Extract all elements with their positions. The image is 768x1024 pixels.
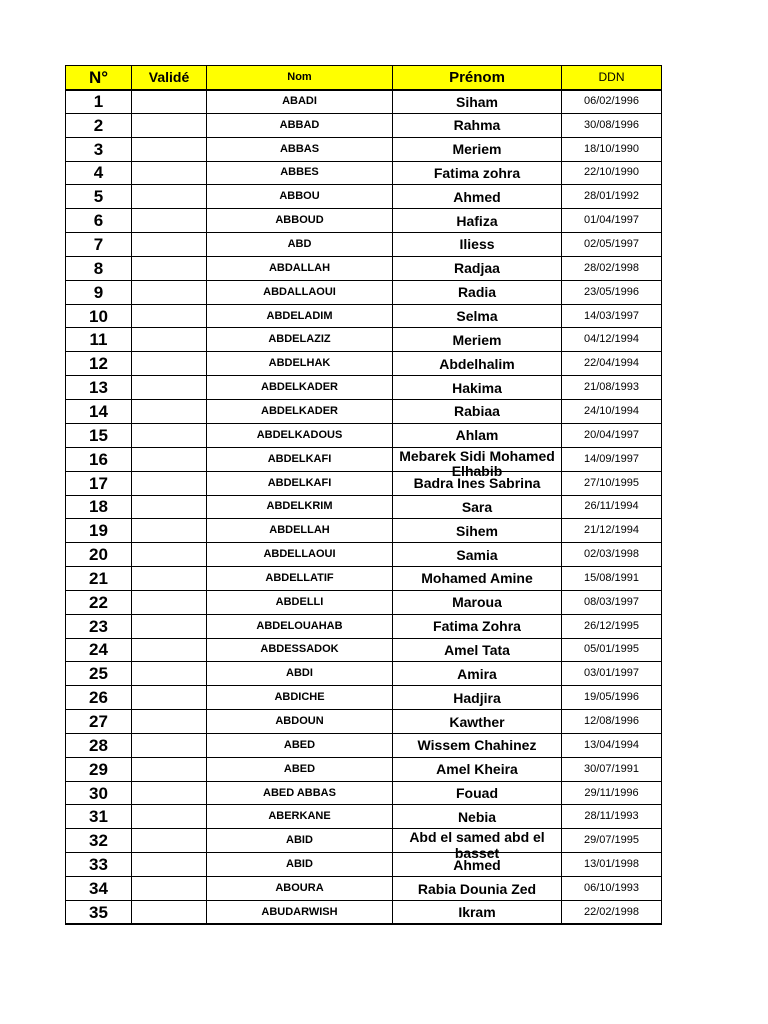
prenom-cell: Maroua bbox=[393, 590, 562, 614]
prenom-cell: Mohamed Amine bbox=[393, 567, 562, 591]
row-number: 17 bbox=[66, 471, 132, 495]
nom-cell: ABADI bbox=[207, 90, 393, 114]
nom-cell: ABERKANE bbox=[207, 805, 393, 829]
nom-cell: ABBOU bbox=[207, 185, 393, 209]
prenom-cell: Radia bbox=[393, 280, 562, 304]
prenom-cell: Ahmed bbox=[393, 853, 562, 877]
row-number: 6 bbox=[66, 209, 132, 233]
nom-cell: ABDELLAOUI bbox=[207, 543, 393, 567]
table-row bbox=[66, 877, 662, 901]
ddn-cell: 27/10/1995 bbox=[562, 471, 662, 495]
nom-cell: ABDOUN bbox=[207, 710, 393, 734]
nom-cell: ABDELADIM bbox=[207, 304, 393, 328]
table-row bbox=[66, 543, 662, 567]
nom-cell: ABBAD bbox=[207, 113, 393, 137]
nom-cell: ABDALLAOUI bbox=[207, 280, 393, 304]
ddn-cell: 08/03/1997 bbox=[562, 590, 662, 614]
row-number: 29 bbox=[66, 757, 132, 781]
ddn-cell: 22/04/1994 bbox=[562, 352, 662, 376]
row-number: 23 bbox=[66, 614, 132, 638]
prenom-cell: Nebia bbox=[393, 805, 562, 829]
row-number: 30 bbox=[66, 781, 132, 805]
valide-cell bbox=[132, 209, 207, 233]
nom-cell: ABDESSADOK bbox=[207, 638, 393, 662]
table-row bbox=[66, 781, 662, 805]
prenom-cell: Siham bbox=[393, 90, 562, 114]
valide-cell bbox=[132, 638, 207, 662]
table-row bbox=[66, 853, 662, 877]
prenom-cell: Abdelhalim bbox=[393, 352, 562, 376]
prenom-cell: Amel Tata bbox=[393, 638, 562, 662]
ddn-cell: 23/05/1996 bbox=[562, 280, 662, 304]
row-number: 33 bbox=[66, 853, 132, 877]
table-row bbox=[66, 185, 662, 209]
valide-cell bbox=[132, 137, 207, 161]
row-number: 19 bbox=[66, 519, 132, 543]
row-number: 22 bbox=[66, 590, 132, 614]
row-number: 4 bbox=[66, 161, 132, 185]
nom-cell: ABDELKADER bbox=[207, 399, 393, 423]
table-row bbox=[66, 447, 662, 471]
ddn-cell: 26/12/1995 bbox=[562, 614, 662, 638]
prenom-text: Abd el samed abd el basset bbox=[409, 829, 545, 861]
ddn-cell: 22/10/1990 bbox=[562, 161, 662, 185]
table-row bbox=[66, 590, 662, 614]
prenom-cell: Fouad bbox=[393, 781, 562, 805]
valide-cell bbox=[132, 328, 207, 352]
prenom-text: Mebarek Sidi Mohamed Elhabib bbox=[399, 447, 555, 480]
prenom-cell: Ikram bbox=[393, 901, 562, 925]
nom-cell: ABUDARWISH bbox=[207, 901, 393, 925]
ddn-cell: 29/07/1995 bbox=[562, 829, 662, 853]
table-row bbox=[66, 519, 662, 543]
row-number: 25 bbox=[66, 662, 132, 686]
ddn-cell: 14/03/1997 bbox=[562, 304, 662, 328]
table-row bbox=[66, 233, 662, 257]
row-number: 3 bbox=[66, 137, 132, 161]
nom-cell: ABDELKRIM bbox=[207, 495, 393, 519]
prenom-cell bbox=[393, 447, 562, 480]
nom-cell: ABDI bbox=[207, 662, 393, 686]
valide-cell bbox=[132, 447, 207, 471]
nom-cell: ABED ABBAS bbox=[207, 781, 393, 805]
row-number: 5 bbox=[66, 185, 132, 209]
valide-cell bbox=[132, 662, 207, 686]
valide-cell bbox=[132, 233, 207, 257]
prenom-cell: Amira bbox=[393, 662, 562, 686]
row-number: 20 bbox=[66, 543, 132, 567]
student-table bbox=[65, 65, 662, 925]
valide-cell bbox=[132, 877, 207, 901]
table-body bbox=[66, 90, 662, 925]
ddn-cell: 28/02/1998 bbox=[562, 256, 662, 280]
table-row bbox=[66, 805, 662, 829]
row-number: 16 bbox=[66, 447, 132, 471]
nom-cell: ABDELKADOUS bbox=[207, 423, 393, 447]
valide-cell bbox=[132, 590, 207, 614]
prenom-cell: Radjaa bbox=[393, 256, 562, 280]
nom-cell: ABID bbox=[207, 829, 393, 853]
prenom-cell: Selma bbox=[393, 304, 562, 328]
nom-cell: ABDICHE bbox=[207, 686, 393, 710]
row-number: 18 bbox=[66, 495, 132, 519]
column-header-ddn: DDN bbox=[562, 66, 662, 90]
valide-cell bbox=[132, 376, 207, 400]
row-number: 31 bbox=[66, 805, 132, 829]
prenom-cell: Sara bbox=[393, 495, 562, 519]
nom-cell: ABOURA bbox=[207, 877, 393, 901]
nom-cell: ABBOUD bbox=[207, 209, 393, 233]
row-number: 11 bbox=[66, 328, 132, 352]
ddn-cell: 02/03/1998 bbox=[562, 543, 662, 567]
valide-cell bbox=[132, 781, 207, 805]
table-row bbox=[66, 352, 662, 376]
ddn-cell: 14/09/1997 bbox=[562, 447, 662, 471]
ddn-cell: 06/10/1993 bbox=[562, 877, 662, 901]
row-number: 21 bbox=[66, 567, 132, 591]
ddn-cell: 13/01/1998 bbox=[562, 853, 662, 877]
ddn-cell: 20/04/1997 bbox=[562, 423, 662, 447]
column-header-nom: Nom bbox=[207, 66, 393, 90]
valide-cell bbox=[132, 614, 207, 638]
nom-cell: ABDELAZIZ bbox=[207, 328, 393, 352]
valide-cell bbox=[132, 304, 207, 328]
valide-cell bbox=[132, 805, 207, 829]
table-row bbox=[66, 328, 662, 352]
nom-cell: ABBES bbox=[207, 161, 393, 185]
row-number: 12 bbox=[66, 352, 132, 376]
prenom-cell: Ahlam bbox=[393, 423, 562, 447]
prenom-cell: Fatima zohra bbox=[393, 161, 562, 185]
nom-cell: ABDELOUAHAB bbox=[207, 614, 393, 638]
prenom-cell: Iliess bbox=[393, 233, 562, 257]
column-header-valide: Validé bbox=[132, 66, 207, 90]
prenom-cell: Samia bbox=[393, 543, 562, 567]
ddn-cell: 01/04/1997 bbox=[562, 209, 662, 233]
table-row bbox=[66, 733, 662, 757]
nom-cell: ABED bbox=[207, 733, 393, 757]
column-header-prenom: Prénom bbox=[393, 66, 562, 90]
nom-cell: ABDELLAH bbox=[207, 519, 393, 543]
prenom-cell: Ahmed bbox=[393, 185, 562, 209]
table-row bbox=[66, 901, 662, 925]
prenom-cell: Amel Kheira bbox=[393, 757, 562, 781]
table-row bbox=[66, 280, 662, 304]
prenom-cell: Rabiaa bbox=[393, 399, 562, 423]
ddn-cell: 06/02/1996 bbox=[562, 90, 662, 114]
valide-cell bbox=[132, 519, 207, 543]
ddn-cell: 30/07/1991 bbox=[562, 757, 662, 781]
ddn-cell: 28/11/1993 bbox=[562, 805, 662, 829]
row-number: 13 bbox=[66, 376, 132, 400]
row-number: 8 bbox=[66, 256, 132, 280]
prenom-cell: Meriem bbox=[393, 137, 562, 161]
valide-cell bbox=[132, 113, 207, 137]
valide-cell bbox=[132, 256, 207, 280]
valide-cell bbox=[132, 90, 207, 114]
table-row bbox=[66, 829, 662, 853]
valide-cell bbox=[132, 161, 207, 185]
row-number: 34 bbox=[66, 877, 132, 901]
ddn-cell: 02/05/1997 bbox=[562, 233, 662, 257]
row-number: 24 bbox=[66, 638, 132, 662]
valide-cell bbox=[132, 423, 207, 447]
ddn-cell: 04/12/1994 bbox=[562, 328, 662, 352]
ddn-cell: 29/11/1996 bbox=[562, 781, 662, 805]
row-number: 7 bbox=[66, 233, 132, 257]
table-row bbox=[66, 399, 662, 423]
nom-cell: ABID bbox=[207, 853, 393, 877]
nom-cell: ABDELKAFI bbox=[207, 447, 393, 471]
row-number: 28 bbox=[66, 733, 132, 757]
table-row bbox=[66, 614, 662, 638]
row-number: 1 bbox=[66, 90, 132, 114]
table-row bbox=[66, 757, 662, 781]
prenom-cell: Rahma bbox=[393, 113, 562, 137]
row-number: 32 bbox=[66, 829, 132, 853]
table-row bbox=[66, 567, 662, 591]
valide-cell bbox=[132, 853, 207, 877]
valide-cell bbox=[132, 686, 207, 710]
valide-cell bbox=[132, 710, 207, 734]
valide-cell bbox=[132, 543, 207, 567]
ddn-cell: 24/10/1994 bbox=[562, 399, 662, 423]
ddn-cell: 18/10/1990 bbox=[562, 137, 662, 161]
valide-cell bbox=[132, 567, 207, 591]
table-row bbox=[66, 662, 662, 686]
table-row bbox=[66, 495, 662, 519]
valide-cell bbox=[132, 901, 207, 925]
ddn-cell: 22/02/1998 bbox=[562, 901, 662, 925]
valide-cell bbox=[132, 399, 207, 423]
table-row bbox=[66, 113, 662, 137]
nom-cell: ABDELLATIF bbox=[207, 567, 393, 591]
row-number: 27 bbox=[66, 710, 132, 734]
table-row bbox=[66, 638, 662, 662]
valide-cell bbox=[132, 757, 207, 781]
nom-cell: ABED bbox=[207, 757, 393, 781]
table-row bbox=[66, 376, 662, 400]
row-number: 2 bbox=[66, 113, 132, 137]
prenom-cell: Hakima bbox=[393, 376, 562, 400]
valide-cell bbox=[132, 495, 207, 519]
table-row bbox=[66, 161, 662, 185]
ddn-cell: 30/08/1996 bbox=[562, 113, 662, 137]
table-row bbox=[66, 423, 662, 447]
prenom-cell: Hafiza bbox=[393, 209, 562, 233]
ddn-cell: 15/08/1991 bbox=[562, 567, 662, 591]
valide-cell bbox=[132, 471, 207, 495]
prenom-cell: Wissem Chahinez bbox=[393, 733, 562, 757]
nom-cell: ABD bbox=[207, 233, 393, 257]
prenom-cell bbox=[393, 829, 562, 861]
prenom-cell: Meriem bbox=[393, 328, 562, 352]
ddn-cell: 21/08/1993 bbox=[562, 376, 662, 400]
valide-cell bbox=[132, 185, 207, 209]
table-row bbox=[66, 256, 662, 280]
valide-cell bbox=[132, 280, 207, 304]
prenom-cell: Rabia Dounia Zed bbox=[393, 877, 562, 901]
ddn-cell: 12/08/1996 bbox=[562, 710, 662, 734]
nom-cell: ABDELKADER bbox=[207, 376, 393, 400]
table-row bbox=[66, 471, 662, 495]
row-number: 35 bbox=[66, 901, 132, 925]
prenom-cell: Sihem bbox=[393, 519, 562, 543]
table-row bbox=[66, 710, 662, 734]
table-row bbox=[66, 686, 662, 710]
header-row bbox=[66, 66, 662, 90]
column-header-num: N° bbox=[66, 66, 132, 90]
table-row bbox=[66, 304, 662, 328]
table-row bbox=[66, 209, 662, 233]
table-row bbox=[66, 90, 662, 114]
nom-cell: ABDELLI bbox=[207, 590, 393, 614]
row-number: 15 bbox=[66, 423, 132, 447]
ddn-cell: 03/01/1997 bbox=[562, 662, 662, 686]
table-row bbox=[66, 137, 662, 161]
prenom-cell: Badra Ines Sabrina bbox=[393, 471, 562, 495]
ddn-cell: 05/01/1995 bbox=[562, 638, 662, 662]
ddn-cell: 21/12/1994 bbox=[562, 519, 662, 543]
prenom-cell: Fatima Zohra bbox=[393, 614, 562, 638]
valide-cell bbox=[132, 829, 207, 853]
nom-cell: ABBAS bbox=[207, 137, 393, 161]
valide-cell bbox=[132, 733, 207, 757]
valide-cell bbox=[132, 352, 207, 376]
ddn-cell: 28/01/1992 bbox=[562, 185, 662, 209]
nom-cell: ABDELHAK bbox=[207, 352, 393, 376]
nom-cell: ABDALLAH bbox=[207, 256, 393, 280]
ddn-cell: 13/04/1994 bbox=[562, 733, 662, 757]
row-number: 14 bbox=[66, 399, 132, 423]
ddn-cell: 19/05/1996 bbox=[562, 686, 662, 710]
row-number: 26 bbox=[66, 686, 132, 710]
prenom-cell: Kawther bbox=[393, 710, 562, 734]
row-number: 9 bbox=[66, 280, 132, 304]
prenom-cell: Hadjira bbox=[393, 686, 562, 710]
ddn-cell: 26/11/1994 bbox=[562, 495, 662, 519]
row-number: 10 bbox=[66, 304, 132, 328]
nom-cell: ABDELKAFI bbox=[207, 471, 393, 495]
